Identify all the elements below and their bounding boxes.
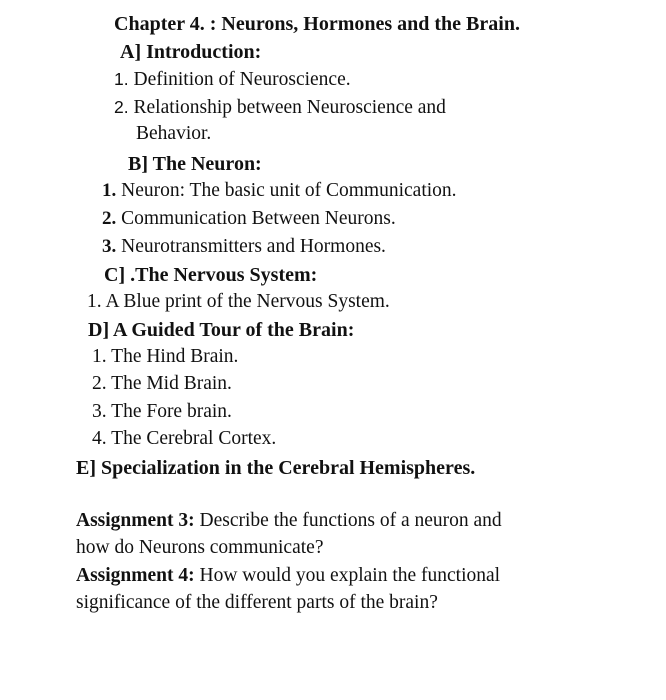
item-number: 1. xyxy=(87,291,102,312)
list-item xyxy=(92,400,232,424)
list-item xyxy=(102,235,386,259)
assignment-3 xyxy=(76,509,502,533)
item-number: 4. xyxy=(92,428,107,449)
section-e-heading: E] Specialization in the Cerebral Hemispheres. xyxy=(76,457,476,479)
list-item xyxy=(92,427,276,451)
assignment-label: Assignment 4: xyxy=(76,565,195,586)
item-text: The Cerebral Cortex. xyxy=(111,428,277,449)
item-text: Definition of Neuroscience. xyxy=(133,69,351,90)
item-text: Neurotransmitters and Hormones. xyxy=(121,236,386,257)
section-d-heading: D] A Guided Tour of the Brain: xyxy=(88,319,355,341)
item-number: 3. xyxy=(102,236,117,257)
section-c-heading: C] .The Nervous System: xyxy=(104,264,318,286)
item-number: 1. xyxy=(114,69,129,89)
page-title: Chapter 4. : Neurons, Hormones and the Brain. xyxy=(114,13,520,35)
item-number: 2. xyxy=(92,373,107,394)
item-number: 1. xyxy=(102,180,117,201)
item-number: 3. xyxy=(92,401,107,422)
list-item xyxy=(102,179,457,203)
item-text: A Blue print of the Nervous System. xyxy=(105,291,390,312)
assignment-text: How would you explain the functional xyxy=(199,565,501,586)
section-b-heading: B] The Neuron: xyxy=(128,153,262,175)
section-a-heading: A] Introduction: xyxy=(120,41,262,63)
item-number: 2. xyxy=(114,97,129,117)
assignment-4 xyxy=(76,564,500,588)
item-text: The Fore brain. xyxy=(111,401,232,422)
assignment-text: Describe the functions of a neuron and xyxy=(199,510,502,531)
assignment-4-continuation: significance of the different parts of the brain? xyxy=(76,592,438,613)
item-text: The Mid Brain. xyxy=(111,373,232,394)
list-item-continuation: Behavior. xyxy=(136,123,212,144)
list-item xyxy=(114,67,351,92)
assignment-label: Assignment 3: xyxy=(76,510,195,531)
item-number: 2. xyxy=(102,208,117,229)
item-text: The Hind Brain. xyxy=(111,346,239,367)
list-item xyxy=(87,290,390,314)
list-item xyxy=(102,207,396,231)
item-text: Communication Between Neurons. xyxy=(121,208,396,229)
item-text: Neuron: The basic unit of Communication. xyxy=(121,180,457,201)
item-number: 1. xyxy=(92,346,107,367)
list-item xyxy=(92,345,238,369)
item-text: Relationship between Neuroscience and xyxy=(133,97,446,118)
list-item xyxy=(92,372,232,396)
assignment-3-continuation: how do Neurons communicate? xyxy=(76,537,324,558)
list-item xyxy=(114,95,446,120)
